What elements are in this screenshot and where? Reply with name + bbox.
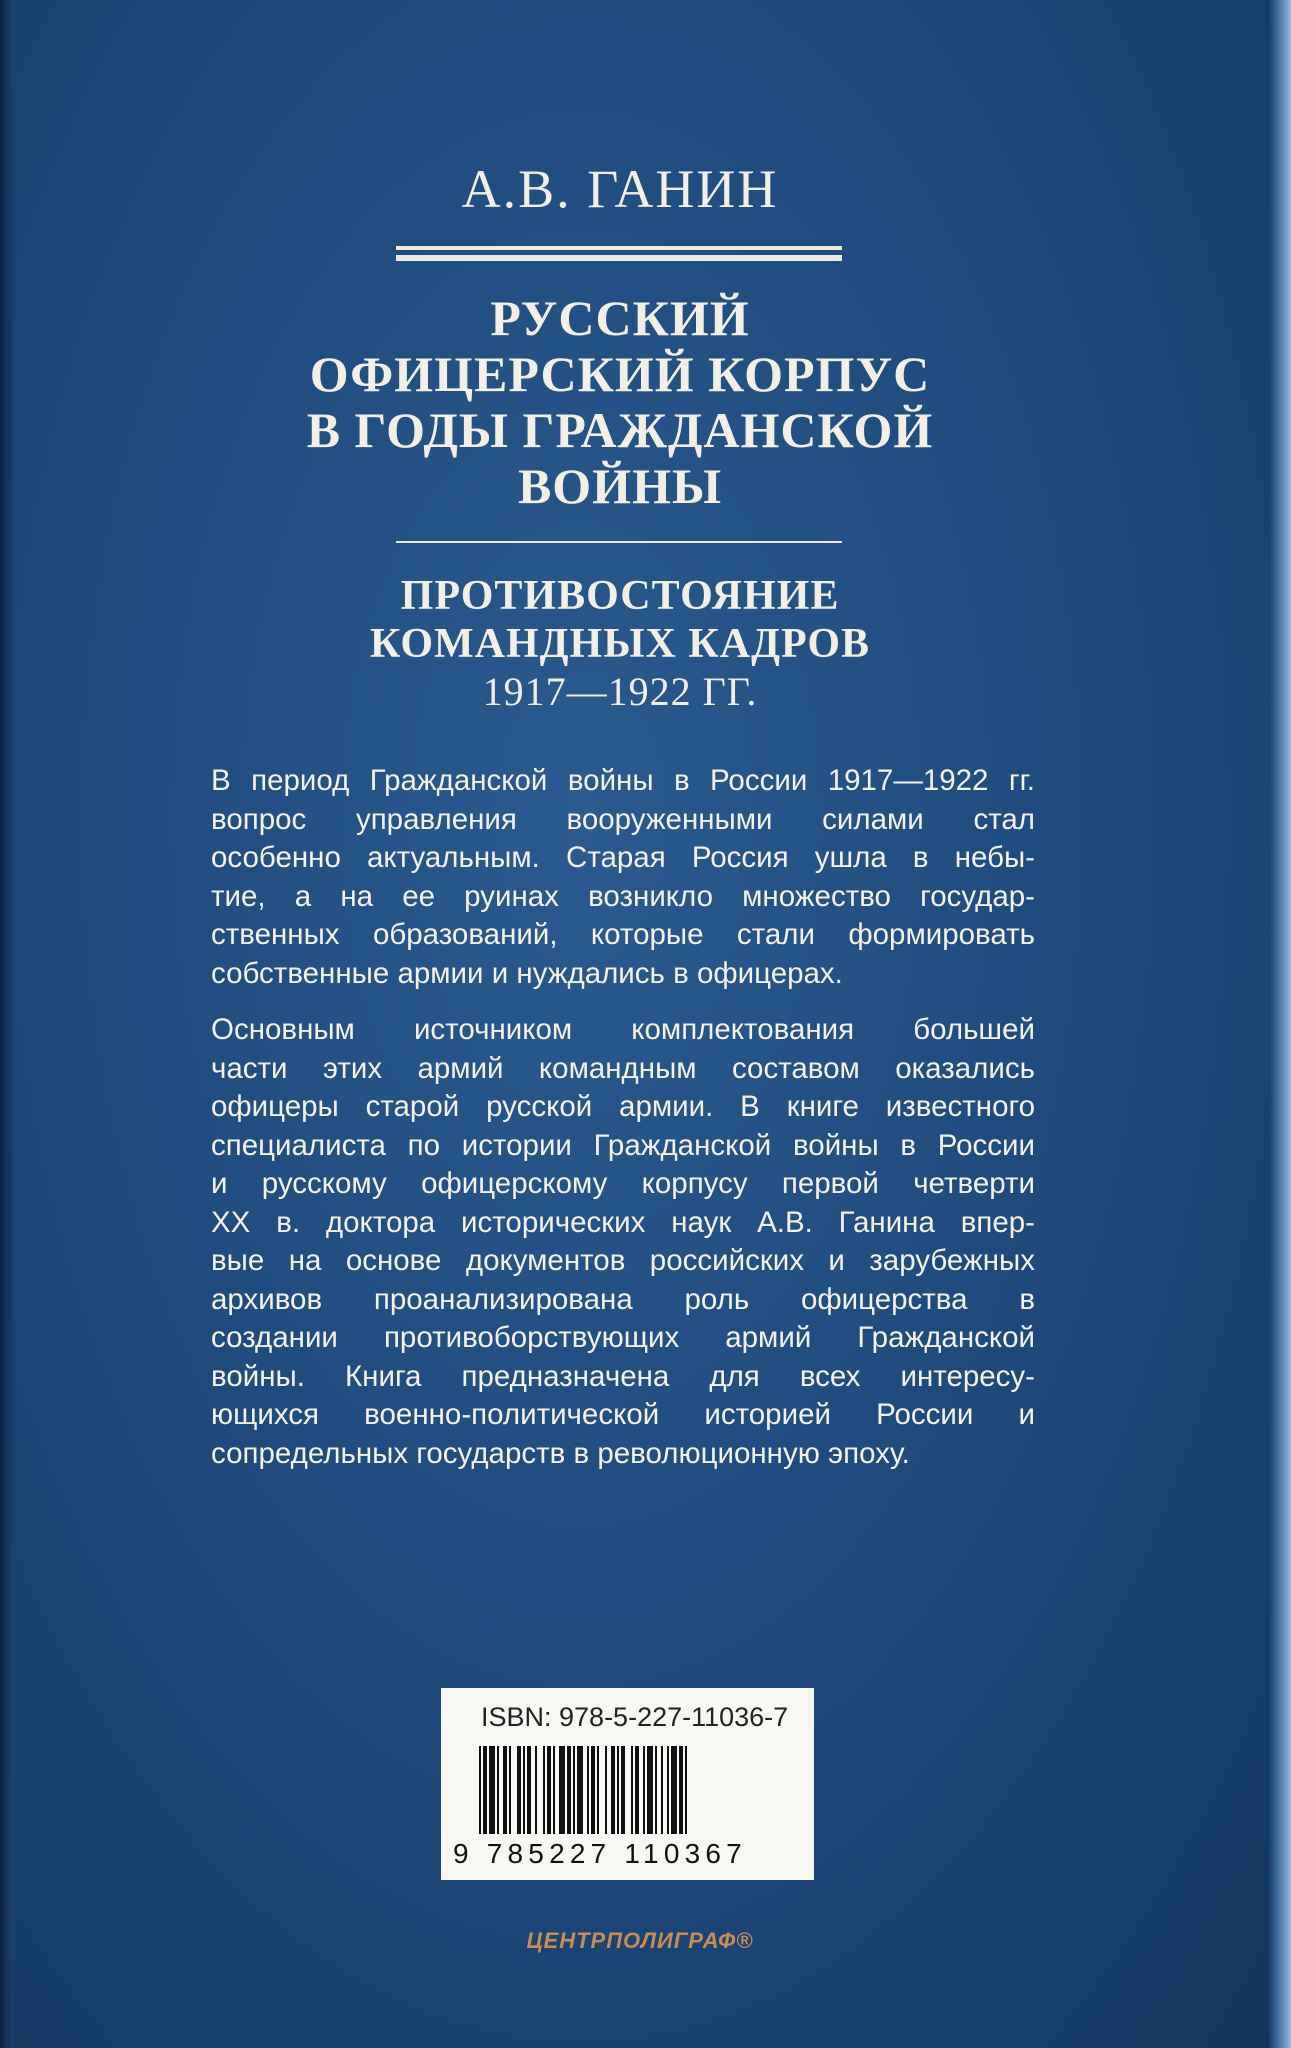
barcode-bar	[679, 1746, 683, 1834]
barcode-bar	[489, 1746, 495, 1834]
title-line: РУССКИЙ	[490, 290, 750, 346]
barcode-bar	[535, 1746, 537, 1834]
barcode-bar	[647, 1746, 653, 1834]
barcode-bar	[503, 1746, 507, 1834]
text-line: сопредельных государств в революционную эпоху.	[211, 1436, 910, 1470]
barcode-bar	[479, 1746, 481, 1834]
barcode-bar	[567, 1746, 571, 1834]
book-description	[211, 762, 1035, 1491]
barcode-bar	[543, 1746, 545, 1834]
subtitle-line: ПРОТИВОСТОЯНИЕ	[400, 573, 840, 619]
text-line: части этих армий командным составом оказались	[211, 1051, 1035, 1085]
barcode-bar	[523, 1746, 525, 1834]
text-line: войны. Книга предназначена для всех интересу-	[211, 1359, 1035, 1393]
text-line: и русскому офицерскому корпусу первой четверти	[211, 1167, 1035, 1200]
cover-right-edge	[1269, 0, 1291, 2048]
book-subtitle	[0, 572, 1240, 716]
barcode-bar	[559, 1746, 565, 1834]
barcode-bar	[661, 1746, 663, 1834]
barcode-bar	[655, 1746, 657, 1834]
text-line: вопрос управления вооруженными силами стал	[211, 802, 1035, 836]
barcode-bar	[631, 1746, 633, 1834]
barcode-bar	[587, 1746, 589, 1834]
barcode-bar	[483, 1746, 487, 1834]
barcode-bar	[667, 1746, 669, 1834]
barcode-bar	[573, 1746, 575, 1834]
barcode-bar	[605, 1746, 607, 1834]
barcode-bar	[611, 1746, 615, 1834]
barcode-bar	[591, 1746, 595, 1834]
book-title	[0, 290, 1240, 514]
text-line: офицеры старой русской армии. В книге известного	[211, 1090, 1035, 1123]
text-line: вые на основе документов российских и зарубежных	[211, 1244, 1035, 1277]
barcode-bar	[553, 1746, 555, 1834]
barcode-bar	[635, 1746, 639, 1834]
text-line: создании противоборствующих армий Гражданской	[211, 1321, 1035, 1354]
description-paragraph-1	[211, 762, 1035, 993]
subtitle-line: КОМАНДНЫХ КАДРОВ	[369, 621, 871, 667]
barcode-bar	[643, 1746, 645, 1834]
text-line: собственные армии и нуждались в офицерах.	[211, 956, 843, 990]
text-line: XX в. доктора исторических наук А.В. Ганина впер-	[211, 1205, 1035, 1239]
barcode-bar	[497, 1746, 499, 1834]
barcode-digits: 9 785227 110367	[453, 1838, 747, 1869]
barcode-bar	[617, 1746, 619, 1834]
text-line: специалиста по истории Гражданской войны в России	[211, 1128, 1035, 1162]
text-line: тие, а на ее руинах возникло множество государ-	[211, 879, 1035, 913]
barcode-bar	[671, 1746, 677, 1834]
publisher-logo: ЦЕНТРПОЛИГРАФ®	[526, 1928, 754, 1953]
barcode-image	[479, 1746, 776, 1834]
barcode-bar	[621, 1746, 625, 1834]
barcode-bar	[597, 1746, 599, 1834]
single-divider	[396, 541, 842, 543]
text-line: В период Гражданской войны в России 1917—1922 гг.	[211, 764, 1035, 797]
double-divider	[396, 246, 842, 260]
barcode-bar	[509, 1746, 511, 1834]
title-line: ОФИЦЕРСКИЙ КОРПУС	[309, 346, 931, 402]
isbn-number: ISBN: 978-5-227-11036-7	[481, 1702, 789, 1732]
text-line: особенно актуальным. Старая Россия ушла в небы-	[211, 841, 1035, 874]
text-line: ственных образований, которые стали формировать	[211, 918, 1035, 951]
barcode-bar	[527, 1746, 531, 1834]
title-line: ВОЙНЫ	[517, 458, 723, 514]
barcode-bar	[547, 1746, 551, 1834]
text-line: ющихся военно-политической историей России и	[211, 1398, 1035, 1431]
barcode-bar	[517, 1746, 521, 1834]
barcode-bar	[685, 1746, 687, 1834]
text-line: Основным источником комплектования большей	[211, 1013, 1035, 1046]
description-paragraph-2	[211, 1011, 1035, 1473]
text-line: архивов проанализирована роль офицерства в	[211, 1282, 1035, 1316]
subtitle-years: 1917—1922 ГГ.	[482, 669, 758, 714]
author-name: А.В. ГАНИН	[461, 159, 779, 219]
title-line: В ГОДЫ ГРАЖДАНСКОЙ	[306, 402, 934, 458]
barcode-bar	[577, 1746, 583, 1834]
isbn-barcode-label	[441, 1688, 814, 1880]
